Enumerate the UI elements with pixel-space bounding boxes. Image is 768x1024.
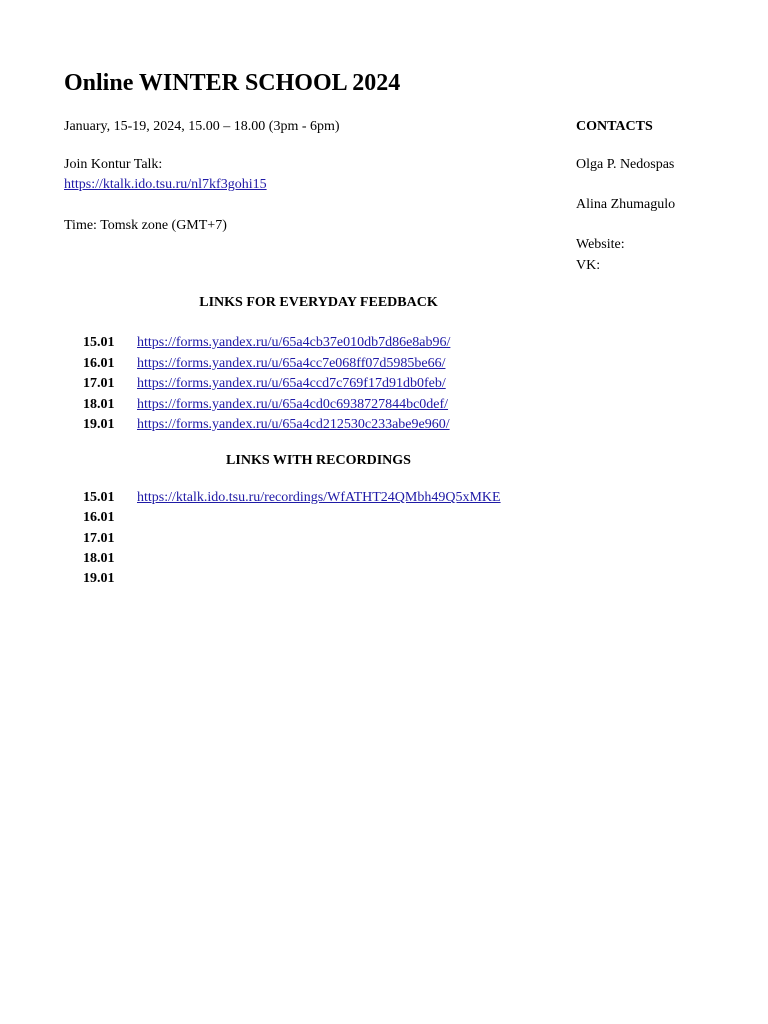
row-date: 19.01 [83,571,115,586]
recordings-heading: LINKS WITH RECORDINGS [226,453,411,468]
contact-person-1: Olga P. Nedospas [576,157,675,172]
website-label: Website: [576,237,625,252]
contacts-heading: CONTACTS [576,119,653,134]
time-zone: Time: Tomsk zone (GMT+7) [64,218,227,233]
feedback-row [83,417,450,433]
recording-row [83,531,137,547]
page-title: Online WINTER SCHOOL 2024 [64,70,401,96]
feedback-link[interactable]: https://forms.yandex.ru/u/65a4cd212530c233abe9e960/ [137,417,450,432]
row-date: 15.01 [83,335,115,350]
row-date: 16.01 [83,510,115,525]
feedback-link[interactable]: https://forms.yandex.ru/u/65a4cc7e068ff07d5985be66/ [137,356,446,371]
row-date: 15.01 [83,490,115,505]
recording-row [83,490,501,506]
contact-person-2: Alina Zhumagulo [576,197,676,212]
feedback-link[interactable]: https://forms.yandex.ru/u/65a4cd0c6938727844bc0def/ [137,397,449,412]
row-date: 19.01 [83,417,115,432]
feedback-link[interactable]: https://forms.yandex.ru/u/65a4ccd7c769f17d91db0feb/ [137,376,446,391]
recording-row [83,551,137,567]
row-date: 18.01 [83,397,115,412]
recording-row [83,571,137,587]
join-label: Join Kontur Talk: [64,157,163,172]
feedback-heading: LINKS FOR EVERYDAY FEEDBACK [199,295,438,310]
feedback-row [83,397,448,413]
row-date: 17.01 [83,376,115,391]
feedback-row [83,356,445,372]
row-date: 17.01 [83,531,115,546]
row-date: 18.01 [83,551,115,566]
feedback-row [83,376,446,392]
feedback-link[interactable]: https://forms.yandex.ru/u/65a4cb37e010db7d86e8ab96/ [137,335,451,350]
recording-row [83,510,137,526]
vk-label: VK: [576,258,601,273]
feedback-row [83,335,450,351]
dates-line: January, 15-19, 2024, 15.00 – 18.00 (3pm - 6pm) [64,119,340,134]
join-link[interactable]: https://ktalk.ido.tsu.ru/nl7kf3gohi15 [64,177,267,192]
recording-link[interactable]: https://ktalk.ido.tsu.ru/recordings/WfATHT24QMbh49Q5xMKE [137,490,501,505]
row-date: 16.01 [83,356,115,371]
